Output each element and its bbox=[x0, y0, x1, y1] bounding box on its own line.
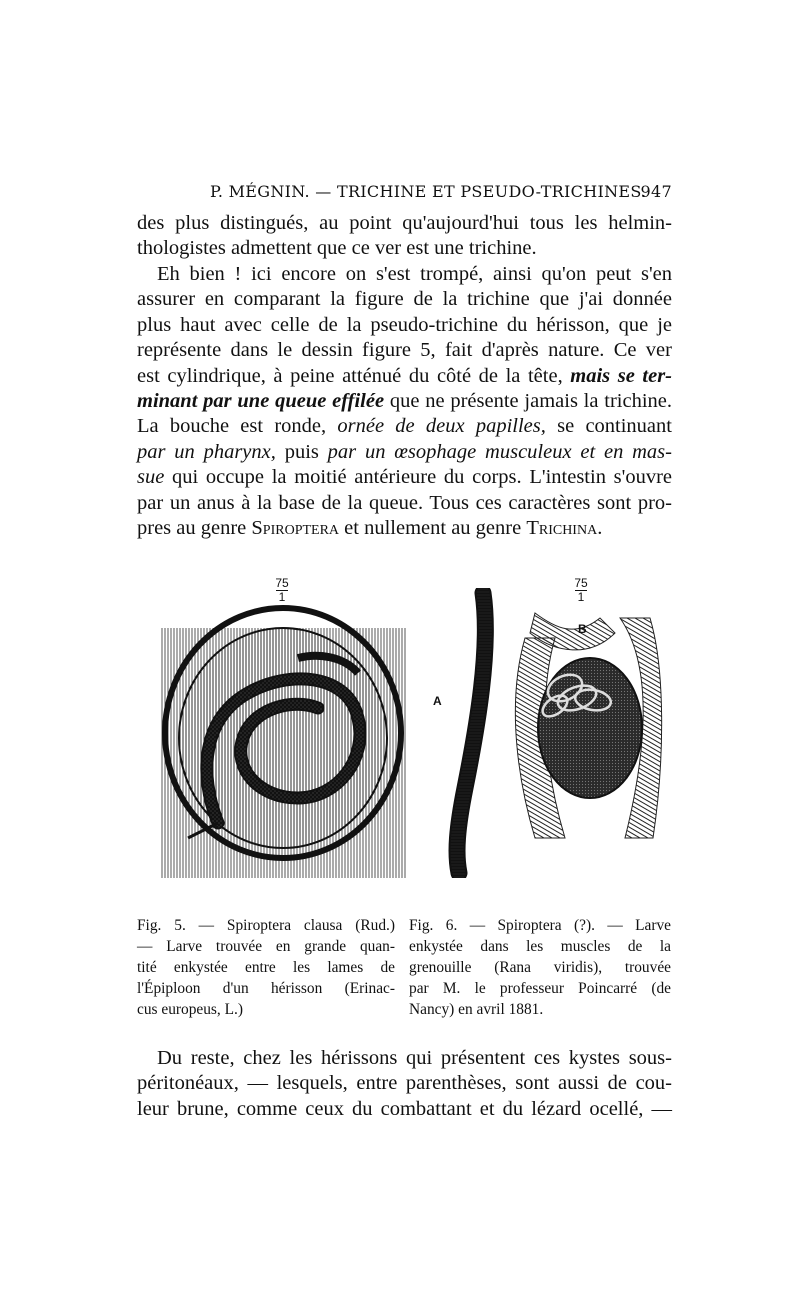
text-run: qui occupe la moitié antérieure du corps. L'intestin s'ouvre bbox=[164, 466, 672, 489]
figure-5-caption bbox=[137, 915, 395, 1020]
text-run: que ne présente jamais la trichine. bbox=[384, 390, 672, 413]
page-number: 947 bbox=[640, 182, 672, 201]
paragraph-3 bbox=[137, 1046, 672, 1122]
caption-line: Fig. 5. — Spiroptera clausa (Rud.) bbox=[137, 917, 395, 934]
emphasis: par un pharynx, bbox=[137, 440, 276, 463]
emphasis: minant par une queue effilée bbox=[137, 390, 385, 413]
scale-denominator: 1 bbox=[278, 590, 286, 604]
text-line bbox=[137, 389, 672, 414]
text-run: pres au genre bbox=[137, 517, 252, 540]
text-line bbox=[137, 414, 672, 439]
genus-name: Trichina bbox=[526, 517, 598, 540]
running-header bbox=[210, 182, 672, 201]
caption-line: l'Épiploon d'un hérisson (Erinac- bbox=[137, 980, 395, 997]
caption-line: — Larve trouvée en grande quan- bbox=[137, 938, 395, 955]
text-line bbox=[137, 465, 672, 490]
text-line: Du reste, chez les hérissons qui présentent ces kystes sous- bbox=[157, 1047, 672, 1069]
emphasis: mais se ter- bbox=[570, 364, 672, 387]
figure-5-illustration bbox=[158, 598, 408, 888]
paragraph-2 bbox=[137, 262, 672, 541]
emphasis: par un œsophage musculeux et en mas- bbox=[327, 440, 672, 463]
scale-denominator: 1 bbox=[577, 590, 585, 604]
text-line: thologistes admettent que ce ver est une trichine. bbox=[137, 237, 537, 260]
text-line: Eh bien ! ici encore on s'est trompé, ainsi qu'on peut s'en bbox=[157, 263, 672, 285]
text-run: La bouche est ronde, bbox=[137, 415, 338, 438]
emphasis: ornée de deux papilles, bbox=[337, 415, 546, 438]
scale-numerator: 75 bbox=[574, 576, 588, 590]
text-run: . bbox=[597, 517, 603, 540]
caption-line: par M. le professeur Poincarré (de bbox=[409, 980, 671, 997]
text-line bbox=[137, 440, 672, 465]
label-a: A bbox=[433, 694, 442, 708]
text-line: par un anus à la base de la queue. Tous ces caractères sont pro- bbox=[137, 491, 672, 514]
caption-line: grenouille (Rana viridis), trouvée bbox=[409, 959, 671, 976]
genus-name: Spiroptera bbox=[251, 517, 340, 540]
text-line: péritonéaux, — lesquels, entre parenthèses, sont aussi de cou- bbox=[137, 1072, 672, 1095]
text-run: et nullement au genre bbox=[339, 517, 527, 540]
label-b: B bbox=[578, 622, 587, 636]
caption-line: tité enkystée entre les lames de bbox=[137, 959, 395, 976]
text-line: des plus distingués, au point qu'aujourd'hui tous les helmin- bbox=[137, 212, 672, 234]
figure-6-caption bbox=[409, 915, 671, 1020]
figure-6-illustration bbox=[425, 588, 665, 878]
text-line: représente dans le dessin figure 5, fait d'après nature. Ce ver bbox=[137, 339, 672, 362]
text-line: leur brune, comme ceux du combattant et du lézard ocellé, — bbox=[137, 1097, 672, 1120]
caption-line: Fig. 6. — Spiroptera (?). — Larve bbox=[409, 917, 671, 934]
text-line bbox=[137, 516, 672, 541]
paragraph-1 bbox=[137, 211, 672, 262]
emphasis: sue bbox=[137, 466, 165, 489]
text-line bbox=[137, 364, 672, 389]
text-run: puis bbox=[275, 440, 328, 463]
caption-line: cus europeus, L.) bbox=[137, 1001, 243, 1018]
caption-line: Nancy) en avril 1881. bbox=[409, 1001, 544, 1018]
text-run: se continuant bbox=[545, 415, 672, 438]
text-line: plus haut avec celle de la pseudo-trichine du hérisson, que je bbox=[137, 313, 672, 336]
text-run: est cylindrique, à peine atténué du côté de la tête, bbox=[137, 364, 571, 387]
text-line: assurer en comparant la figure de la trichine que j'ai donnée bbox=[137, 288, 672, 311]
caption-line: enkystée dans les muscles de la bbox=[409, 938, 671, 955]
header-title: P. MÉGNIN. — TRICHINE ET PSEUDO-TRICHINES. bbox=[210, 182, 647, 201]
scale-numerator: 75 bbox=[275, 576, 289, 590]
